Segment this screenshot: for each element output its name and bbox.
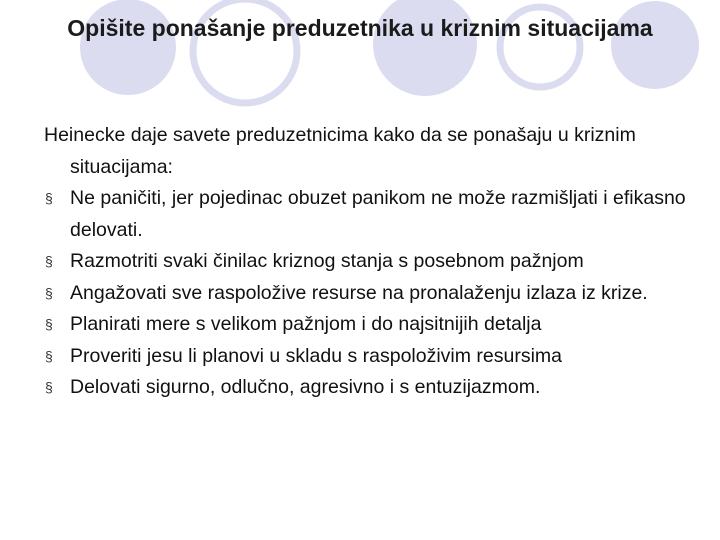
bullet-list [44, 183, 704, 404]
bullet-text: Proveriti jesu li planovi u skladu s raspoloživim resursima [70, 344, 563, 367]
bullet-item [44, 278, 704, 310]
bullet-text: Delovati sigurno, odlučno, agresivno i s entuzijazmom. [70, 376, 541, 398]
bullet-text: Planirati mere s velikom pažnjom i do najsitnijih detalja [70, 313, 542, 335]
bullet-marker-icon: § [45, 347, 53, 364]
bullet-marker-icon: § [45, 253, 53, 269]
bullet-marker-icon: § [45, 379, 53, 395]
bullet-item [44, 341, 704, 373]
bullet-item [44, 183, 704, 246]
bullet-text: Razmotriti svaki činilac kriznog stanja s posebnom pažnjom [70, 250, 584, 272]
bullet-item [44, 309, 704, 341]
bullet-item [44, 372, 704, 404]
slide-body [44, 120, 704, 404]
slide-title: Opišite ponašanje preduzetnika u kriznim situacijama [67, 15, 653, 41]
intro-paragraph: Heinecke daje savete preduzetnicima kako da se ponašaju u kriznim situacijama: [44, 124, 636, 178]
bullet-text: Angažovati sve raspoložive resurse na pronalaženju izlaza iz krize. [70, 281, 648, 304]
bullet-marker-icon: § [45, 190, 53, 206]
bullet-item [44, 246, 704, 278]
bullet-marker-icon: § [45, 316, 53, 332]
bullet-marker-icon: § [45, 284, 53, 301]
bullet-text: Ne paničiti, jer pojedinac obuzet panikom ne može razmišljati i efikasno delovati. [70, 187, 686, 241]
